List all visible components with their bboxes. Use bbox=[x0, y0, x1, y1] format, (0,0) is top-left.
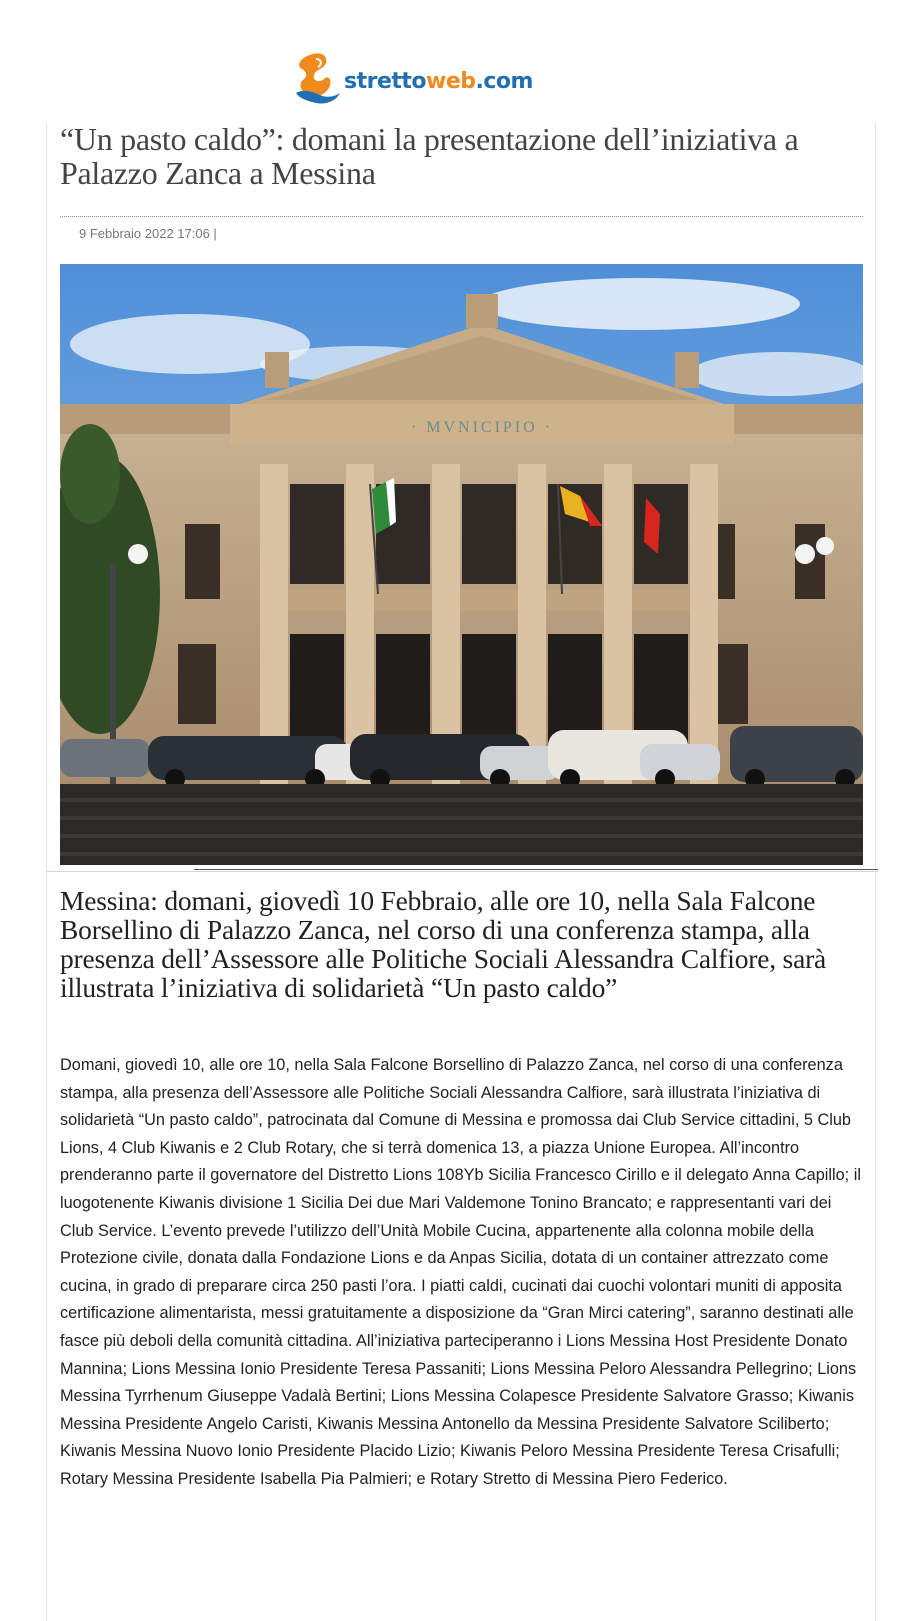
article-meta: 9 Febbraio 2022 17:06 | bbox=[79, 226, 217, 241]
article-photo[interactable] bbox=[60, 264, 863, 865]
article-subtitle: Messina: domani, giovedì 10 Febbraio, alle ore 10, nella Sala Falcone Borsellino di Palazzo Zanca, nel corso di una conferenza stampa, alla presenza dell’Assessore alle Politiche Sociali Alessandra Calfiore, sarà illustrata l’iniziativa di solidarietà “Un pasto caldo” bbox=[60, 885, 827, 1003]
article-title: “Un pasto caldo”: domani la presentazione dell’iniziativa a Palazzo Zanca a Messina bbox=[60, 121, 799, 191]
logo-text: strettoweb.com bbox=[344, 68, 533, 94]
meta-divider bbox=[60, 216, 863, 217]
photo-divider bbox=[46, 871, 878, 872]
photo-divider-dark bbox=[194, 869, 878, 870]
site-logo[interactable] bbox=[290, 48, 550, 110]
palazzo-zanca-image bbox=[60, 264, 863, 865]
article-body: Domani, giovedì 10, alle ore 10, nella Sala Falcone Borsellino di Palazzo Zanca, nel corso di una conferenza stampa, alla presenza dell’Assessore alle Politiche Sociali Alessandra Calfiore, sarà illustrata l’iniziativa di solidarietà “Un pasto caldo”, patrocinata dal Comune di Messina e promossa dai Club Service cittadini, 5 Club Lions, 4 Club Kiwanis e 2 Club Rotary, che si terrà domenica 13, a piazza Unione Europea. All’incontro prenderanno parte il governatore del Distretto Lions 108Yb Sicilia Francesco Cirillo e il delegato Anna Capillo; il luogotenente Kiwanis divisione 1 Sicilia Dei due Mari Valdemone Tonino Brancato; e rappresentanti vari dei Club Service. L’evento prevede l’utilizzo dell’Unità Mobile Cucina, appartenente alla colonna mobile della Protezione civile, donata dalla Fondazione Lions e da Anpas Sicilia, dotata di un container attrezzato come cucina, in grado di preparare circa 250 pasti l’ora. I piatti caldi, cucinati dai cuochi volontari muniti di apposita certificazione alimentarista, messi gratuitamente a disposizione da “Gran Mirci catering”, saranno destinati alle fasce più deboli della comunità cittadina. All’iniziativa parteciperanno i Lions Messina Host Presidente Donato Mannina; Lions Messina Ionio Presidente Teresa Passaniti; Lions Messina Peloro Alessandra Pellegrino; Lions Messina Tyrrhenum Giuseppe Vadalà Bertini; Lions Messina Colapesce Presidente Salvatore Grasso; Kiwanis Messina Presidente Angelo Caristi, Kiwanis Messina Antonello da Messina Presidente Salvatore Sciliberto; Kiwanis Messina Nuovo Ionio Presidente Placido Lizio; Kiwanis Peloro Messina Presidente Teresa Crisafulli; Rotary Messina Presidente Isabella Pia Palmieri; e Rotary Stretto di Messina Piero Federico. bbox=[60, 1056, 861, 1488]
sicily-map-icon bbox=[290, 49, 348, 109]
photo-inscription: · MVNICIPIO · bbox=[410, 419, 554, 436]
